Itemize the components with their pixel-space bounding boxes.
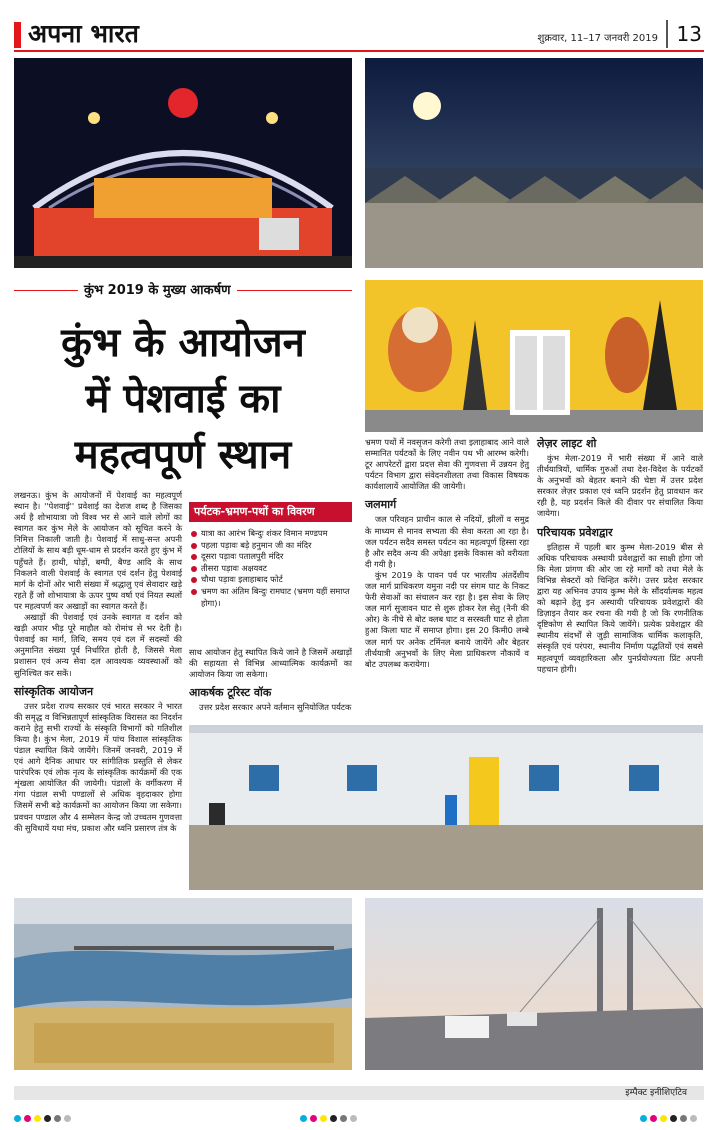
tour-stop: भ्रमण का अंतिम बिन्दुः रामघाट (भ्रमण यहीं समाप्त होगा)।	[189, 586, 352, 609]
registration-dot	[690, 1115, 697, 1122]
cable-bridge-illustration	[365, 898, 703, 1070]
cultural-title: सांस्कृतिक आयोजन	[14, 684, 94, 698]
headline	[14, 315, 352, 483]
waterway-body: जल परिवहन प्राचीन काल से नदियों, झीलों व समुद्र के माध्यम से मानव सभ्यता की सेवा करता आ रहा है। जल पर्यटन सदैव समस्त पर्यटन का महत्वपूर्ण हिस्सा रहा है और सदैव अन्य की अपेक्षा इसके विकास को वरीयता दी गयी है।	[365, 514, 529, 569]
laser-show-title: लेज़र लाइट शो	[537, 437, 597, 450]
photo-aerial-mela	[14, 898, 352, 1070]
registration-dot	[660, 1115, 667, 1122]
gateway-body: इतिहास में पहली बार कुम्भ मेला-2019 बीस से अधिक परिचायक अस्थायी प्रवेशद्वारों का साक्षी होगा जो कि मेला प्रांगण की ओर जा रहे मार्गों को तथा मेले के विभिन्न सेक्टरों को चिन्हित करेंगे। उत्तर प्रदेश सरकार द्वारा यह अभिनव उपाय कुम्भ मेले के सौंदर्यात्मक महत्व को बढ़ाने हेतु इन अस्थायी परिचायक प्रवेशद्वारों की डिज़ाइन तैयार कर रचना की गयी है जो कि रणनीतिक दृष्टिकोण से स्थापित किये जायेंगे। प्रत्येक प्रवेशद्वार की स्थानीय संदर्भों से जुड़ी सामाजिक धार्मिक कलाकृति, संस्कृति एवं परंपरा, स्थानीय निर्माण पद्धतियों एवं सबसे महत्वपूर्ण व्यवहारिकता और पुनर्प्रयोज्यता प्रिंट अपनी पहचान होगी।	[537, 541, 703, 674]
tour-extra: साथ आयोजन हेतु स्थापित किये जाने है जिसमें अखाड़ों की सहायता से विभिन्न आध्यात्मिक कार्यक्रमों का आयोजन किया जा सकेगा।	[189, 647, 352, 680]
portacabin-illustration	[189, 725, 703, 890]
registration-dot	[680, 1115, 687, 1122]
registration-marks-left	[14, 1108, 74, 1127]
issue-date: शुक्रवार, 11–17 जनवरी 2019	[537, 33, 658, 44]
lead-body-continued: अखाड़ों की पेशवाई एवं उनके स्वागत व दर्शन को खड़ी अपार भीड़ पूरे माहौल को रोमांच से भर देती है। पेशवाई का मार्ग, तिथि, समय एवं दल में सदस्यों की अनुमानित संख्या पूर्व निर्धारित होती है, जिससे मेला प्रशासन एवं अन्य सेवा दल आवश्यक व्यवस्थाओं को सुनिश्चित कर सकें।	[14, 612, 182, 678]
masthead-accent-bar	[14, 22, 21, 48]
photo-pandal-night	[14, 58, 352, 268]
registration-dot	[300, 1115, 307, 1122]
footer-rule	[14, 1086, 704, 1100]
tour-box-title: पर्यटक-भ्रमण-पथों का विवरण	[189, 502, 352, 522]
header-rule	[14, 50, 704, 52]
footer-credit: इम्पैक्ट इनीशिएटिव	[625, 1088, 687, 1098]
tourist-walk-title: आकर्षक टूरिस्ट वॉक	[189, 686, 272, 700]
registration-marks-right	[640, 1108, 700, 1127]
tour-stop: तीसरा पड़ावः अक्षयवट	[189, 563, 352, 575]
tour-stop: पहला पड़ावः बड़े हनुमान जी का मंदिर	[189, 540, 352, 552]
registration-dot	[64, 1115, 71, 1122]
photo-tent-city	[365, 58, 703, 268]
col3-intro: भ्रमण पथों में नवसृजन करेगी तथा इलाहाबाद आने वाले सम्मानित पर्यटकों के लिए नवीन पथ भी आरम्भ करेगी। टूर आपरेटरों द्वारा प्रदत्त सेवा की गुणवत्ता में उन्नयन हेतु पर्यटन विभाग द्वारा संवेदनशीलता तथा विकास विषयक कार्यशालायें आयोजित की जायेगी।	[365, 437, 529, 492]
registration-dot	[650, 1115, 657, 1122]
column-1	[14, 490, 182, 834]
tent-city-illustration	[365, 58, 703, 268]
lead-body: लखनऊ। कुंभ के आयोजनों में पेशवाई का महत्वपूर्ण स्थान है। ''पेशवाई'' प्रवेशाई का देशज शब्द है जिसका अर्थ है शोभायात्रा जो विश्व भर से आने वाले लोगों का स्वागत कर कुंभ मेले के आयोजन को सूचित करने के निमित्त निकाली जाती है। पेशवाई में साधु-सन्त अपनी टोलियों के साथ बड़ी धूम-धाम से प्रदर्शन करते हुए कुंभ में पहुँचते हैं। हाथी, घोड़ों, बग्घी, बैण्ड आदि के साथ निकलने वाली पेशवाई के स्वागत एवं दर्शन हेतु पेशवाई मार्ग के दोनों ओर भारी संख्या में श्रद्धालु एवं सेवादार खड़े रहते हैं जो शोभायात्रा के ऊपर पुष्प वर्षा एवं नियत स्थलों पर महत्वपर्ण कर अखाड़ों का स्वागत करते हैं।	[14, 490, 182, 611]
registration-dot	[54, 1115, 61, 1122]
cultural-body: उत्तर प्रदेश राज्य सरकार एवं भारत सरकार ने भारत की समृद्ध व विभिन्नतापूर्ण सांस्कृतिक विरासत का निदर्शन कराने हेतु सभी राज्यों के संस्कृति विभागों को गतिशील किया है। कुंभ मेला, 2019 में पांच विशाल सांस्कृतिक पंडाल स्थापित किये जायेंगे। जिनमें जनवरी, 2019 में एवं आगे दैनिक आधार पर सांगीतिक प्रस्तुति से लेकर पारंपरिक एवं लोक नृत्य के सांस्कृतिक कार्यक्रमों की एक शृंखला आयोजित की जायेगी। पंडालों के वर्गीकरण में गंगा पंडाल सभी पण्डालों से अधिक वृहदाकार होगा जिसमें सभी बड़े कार्यक्रमों का आयोजन किया जा सकेगा। प्रवचन पण्डाल और 4 सम्मेलन केन्द्र जो उच्चतम गुणवत्ता की सुविधायें यथा मंच, प्रकाश और ध्वनि प्रसारण तंत्र के	[14, 700, 182, 833]
registration-dot	[340, 1115, 347, 1122]
aerial-mela-illustration	[14, 898, 352, 1070]
tour-stop-list	[189, 528, 352, 609]
registration-dot	[640, 1115, 647, 1122]
photo-portacabin	[189, 725, 703, 890]
tourist-walk-body: उत्तर प्रदेश सरकार अपने वर्तमान सुनियोजित पर्यटक	[199, 702, 352, 713]
registration-marks-center	[300, 1108, 360, 1127]
tour-stop: दूसरा पड़ावः पतालपुरी मंदिर	[189, 551, 352, 563]
gateway-title: परिचायक प्रवेशद्वार	[537, 525, 613, 539]
headline-line-2: में पेशवाई का	[85, 375, 281, 422]
pandal-illustration	[14, 58, 352, 268]
waterway-body-continued: कुंभ 2019 के पावन पर्व पर भारतीय अंतर्देशीय जल मार्ग प्राधिकरण यमुना नदी पर संगम घाट के निकट फेरी सेवाओं का संचालन कर रहा है। इस सेवा के लिए जल मार्ग सुजावन घाट से शुरू होकर रेल सेतु (नैनी की ओर) के नीचे से बोट क्लब घाट व सरस्वती घाट से होता हुआ किला घाट में समाप्त होगा। इस 20 किमी0 लम्बे जल मार्ग पर अनेक टर्मिनल बनाये जायेंगे और बेहतर तीर्थयात्री अनुभवों के लिए मेला प्राधिकरण नौकायें व बोट उपलब्ध करायेगा।	[365, 569, 529, 669]
registration-dot	[14, 1115, 21, 1122]
page-number: 13	[676, 22, 702, 46]
masthead: अपना भारत	[28, 19, 139, 48]
registration-dot	[24, 1115, 31, 1122]
registration-dot	[34, 1115, 41, 1122]
kicker: कुंभ 2019 के मुख्य आकर्षण	[78, 283, 237, 299]
registration-dot	[350, 1115, 357, 1122]
registration-dot	[320, 1115, 327, 1122]
column-3	[365, 437, 529, 670]
headline-line-3: महत्वपूर्ण स्थान	[74, 431, 292, 478]
laser-show-body: कुंभ मेला-2019 में भारी संख्या में आने वाले तीर्थयात्रियों, धार्मिक गुरुओं तथा देश-विदेश के पर्यटकों के अनुभवों को बेहतर बनाने की चेष्टा में उत्तर प्रदेश सरकार लेज़र प्रकाश एवं ध्वनि प्रदर्शन हेतु प्रावधान कर रही है, यह प्रदर्शन किले की दीवार पर संचालित किया जायेगा।	[537, 453, 703, 519]
registration-dot	[310, 1115, 317, 1122]
column-2	[189, 502, 352, 714]
corridor-mural-illustration	[365, 280, 703, 432]
headline-line-1: कुंभ के आयोजन	[61, 319, 305, 366]
registration-dot	[44, 1115, 51, 1122]
waterway-title: जलमार्ग	[365, 498, 397, 512]
registration-dot	[330, 1115, 337, 1122]
tour-stop: चौथा पड़ावः इलाहाबाद फोर्ट	[189, 574, 352, 586]
header	[14, 18, 704, 52]
photo-cable-bridge	[365, 898, 703, 1070]
column-4	[537, 437, 703, 675]
photo-painted-corridor	[365, 280, 703, 432]
registration-dot	[670, 1115, 677, 1122]
page-number-divider	[666, 20, 668, 48]
tour-stop: यात्रा का आरंभ बिन्दुः शंकर विमान मण्डपम	[189, 528, 352, 540]
